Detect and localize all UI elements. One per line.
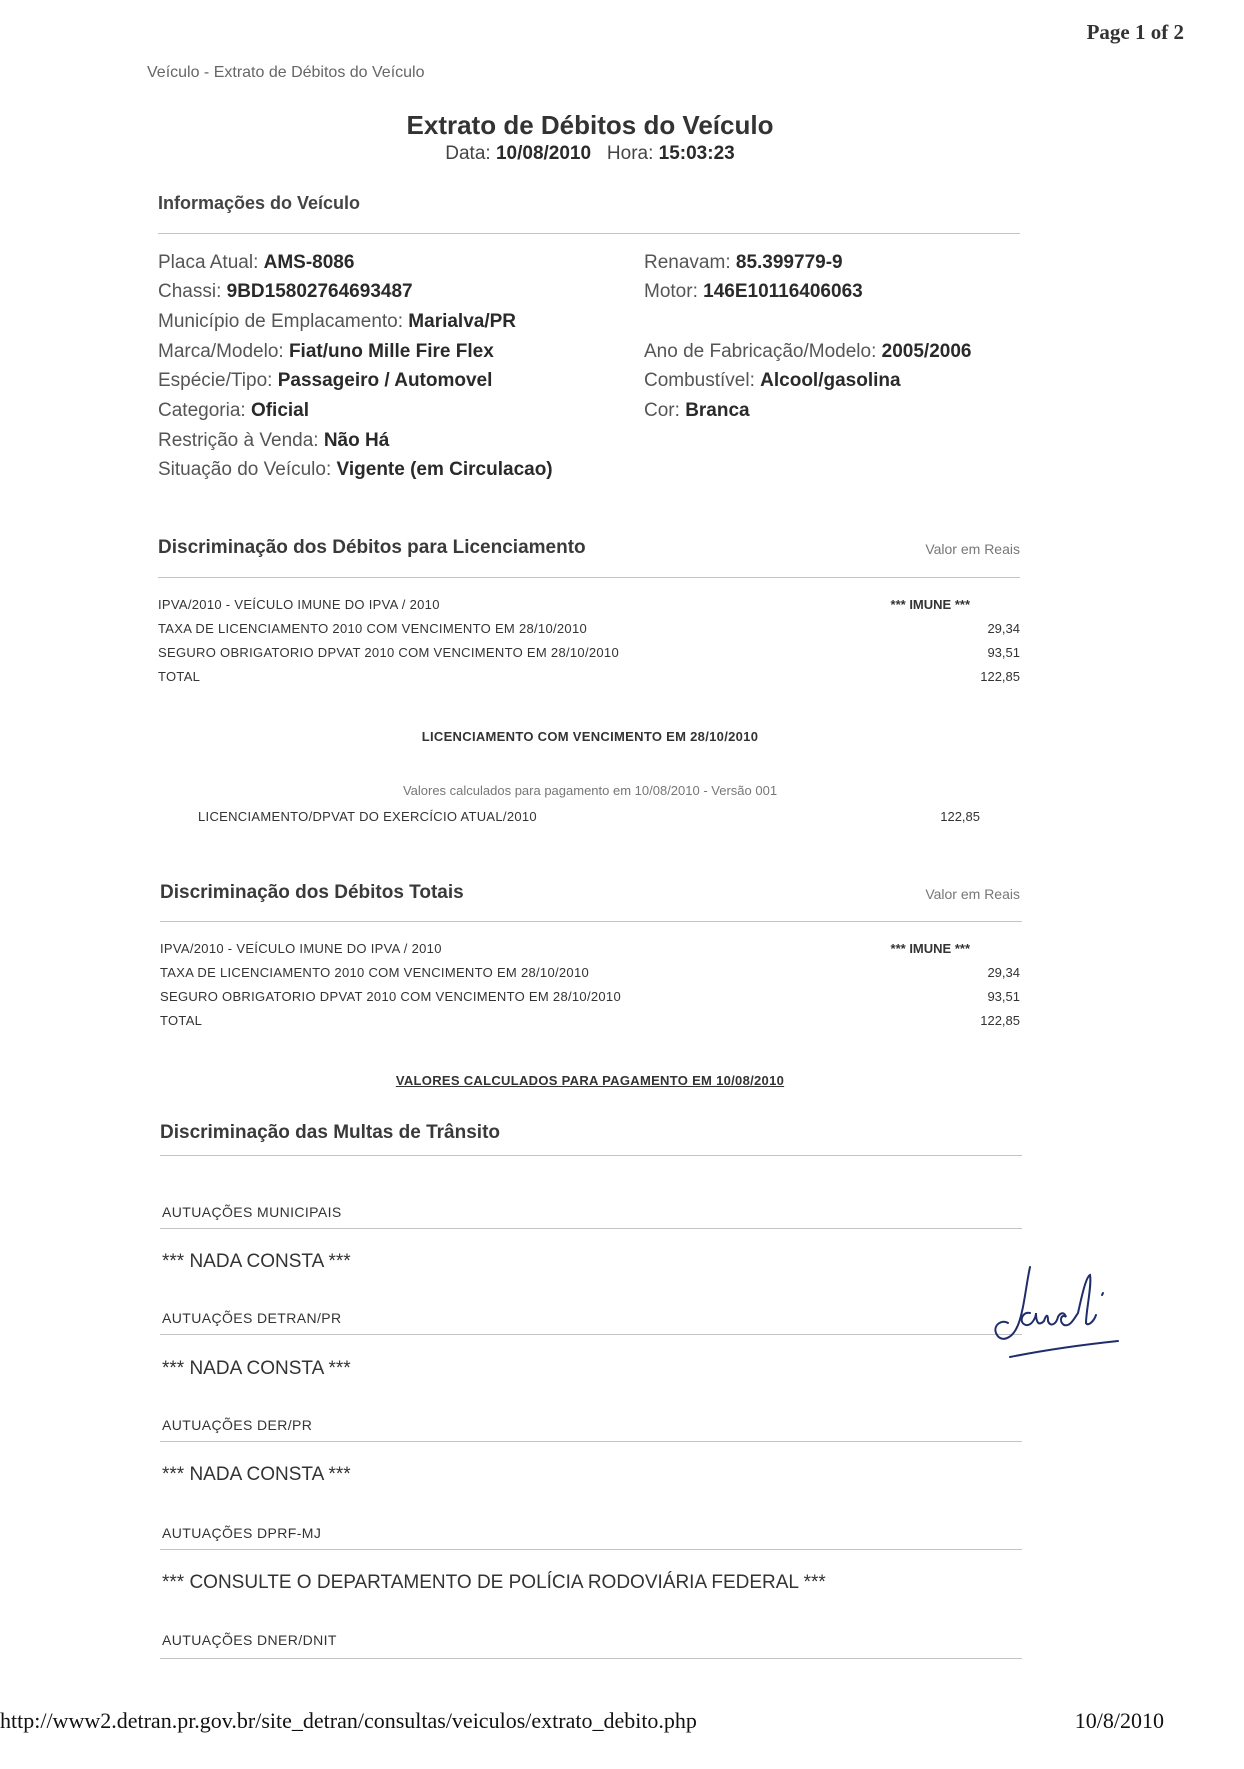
exercicio-value: 122,85 bbox=[940, 809, 980, 824]
licenciamento-calc-note: Valores calculados para pagamento em 10/08/2010 - Versão 001 bbox=[402, 783, 778, 798]
handwritten-signature bbox=[990, 1255, 1130, 1375]
field-value: Marialva/PR bbox=[408, 311, 517, 332]
totais-row-value: 29,34 bbox=[987, 965, 1020, 980]
licenciamento-row-value bbox=[840, 597, 970, 612]
field-value: Oficial bbox=[250, 400, 310, 421]
field-label: Situação do Veículo: bbox=[158, 459, 332, 480]
field-value: Passageiro / Automovel bbox=[277, 370, 493, 391]
divider bbox=[158, 233, 1020, 234]
vehicle-field-especie-tipo bbox=[158, 370, 492, 392]
autuacoes-detran-result: *** NADA CONSTA *** bbox=[162, 1358, 351, 1379]
totais-row-value: 93,51 bbox=[987, 989, 1020, 1004]
divider bbox=[160, 1334, 1022, 1335]
autuacoes-der-result: *** NADA CONSTA *** bbox=[162, 1464, 351, 1485]
licenciamento-vencimento-note: LICENCIAMENTO COM VENCIMENTO EM 28/10/2010 bbox=[421, 729, 759, 744]
vehicle-field-ano bbox=[644, 341, 971, 363]
vehicle-field-marca-modelo bbox=[158, 341, 494, 363]
footer-date: 10/8/2010 bbox=[1074, 1708, 1164, 1733]
time-value: 15:03:23 bbox=[658, 143, 735, 164]
valor-em-reais-label: Valor em Reais bbox=[925, 541, 1020, 557]
field-value: AMS-8086 bbox=[263, 252, 355, 273]
field-label: Combustível: bbox=[644, 370, 755, 391]
vehicle-field-categoria bbox=[158, 400, 309, 422]
field-value: Alcool/gasolina bbox=[760, 370, 901, 391]
field-value: 85.399779-9 bbox=[735, 252, 843, 273]
vehicle-field-cor bbox=[644, 400, 750, 422]
multas-title: Discriminação das Multas de Trânsito bbox=[160, 1122, 500, 1143]
totais-row-desc: TOTAL bbox=[160, 1013, 203, 1028]
vehicle-info-title: Informações do Veículo bbox=[158, 193, 361, 213]
divider bbox=[160, 1228, 1022, 1229]
date-label: Data: bbox=[445, 143, 491, 164]
field-label: Cor: bbox=[644, 400, 680, 421]
field-value: Não Há bbox=[323, 430, 390, 451]
field-value: Vigente (em Circulacao) bbox=[336, 459, 553, 480]
autuacoes-dnit-head: AUTUAÇÕES DNER/DNIT bbox=[162, 1632, 337, 1648]
divider bbox=[160, 1441, 1022, 1442]
divider bbox=[160, 921, 1022, 922]
date-value: 10/08/2010 bbox=[495, 143, 592, 164]
vehicle-field-restricao bbox=[158, 430, 389, 452]
vehicle-field-motor bbox=[644, 281, 863, 303]
totais-row-desc: IPVA/2010 - VEÍCULO IMUNE DO IPVA / 2010 bbox=[160, 941, 442, 956]
field-label: Chassi: bbox=[158, 281, 222, 302]
vehicle-field-combustivel bbox=[644, 370, 901, 392]
vehicle-field-placa bbox=[158, 252, 354, 274]
valor-em-reais-label: Valor em Reais bbox=[925, 886, 1020, 902]
field-label: Motor: bbox=[644, 281, 698, 302]
field-label: Placa Atual: bbox=[158, 252, 259, 273]
totais-row-desc: TAXA DE LICENCIAMENTO 2010 COM VENCIMENTO EM 28/10/2010 bbox=[160, 965, 590, 980]
field-value: 146E10116406063 bbox=[703, 281, 863, 302]
autuacoes-dprf-result: *** CONSULTE O DEPARTAMENTO DE POLÍCIA RODOVIÁRIA FEDERAL *** bbox=[162, 1572, 826, 1593]
footer-url: http://www2.detran.pr.gov.br/site_detran/consultas/veiculos/extrato_debito.php bbox=[0, 1708, 697, 1733]
licenciamento-row-value: 29,34 bbox=[987, 621, 1020, 636]
totais-calc-note: VALORES CALCULADOS PARA PAGAMENTO EM 10/08/2010 bbox=[395, 1073, 785, 1088]
vehicle-field-situacao bbox=[158, 459, 553, 481]
autuacoes-municipais-result: *** NADA CONSTA *** bbox=[162, 1251, 351, 1272]
licenciamento-row-desc: TAXA DE LICENCIAMENTO 2010 COM VENCIMENTO EM 28/10/2010 bbox=[158, 621, 588, 636]
autuacoes-municipais-head: AUTUAÇÕES MUNICIPAIS bbox=[162, 1204, 342, 1220]
time-label: Hora: bbox=[606, 143, 654, 164]
autuacoes-dprf-head: AUTUAÇÕES DPRF-MJ bbox=[162, 1525, 322, 1541]
licenciamento-row-desc: TOTAL bbox=[158, 669, 201, 684]
licenciamento-row-desc: IPVA/2010 - VEÍCULO IMUNE DO IPVA / 2010 bbox=[158, 597, 440, 612]
field-value: 2005/2006 bbox=[881, 341, 972, 362]
vehicle-field-municipio bbox=[158, 311, 516, 333]
field-label: Renavam: bbox=[644, 252, 731, 273]
divider bbox=[160, 1549, 1022, 1550]
vehicle-field-chassi bbox=[158, 281, 413, 303]
totais-row-value: 122,85 bbox=[980, 1013, 1020, 1028]
page-indicator: Page 1 of 2 bbox=[1086, 20, 1184, 44]
licenciamento-row-value: 122,85 bbox=[980, 669, 1020, 684]
totais-title: Discriminação dos Débitos Totais bbox=[160, 882, 464, 903]
field-label: Espécie/Tipo: bbox=[158, 370, 273, 391]
field-label: Ano de Fabricação/Modelo: bbox=[644, 341, 877, 362]
print-header: Veículo - Extrato de Débitos do Veículo bbox=[147, 64, 425, 81]
autuacoes-detran-head: AUTUAÇÕES DETRAN/PR bbox=[162, 1310, 342, 1326]
licenciamento-title: Discriminação dos Débitos para Licenciamento bbox=[158, 537, 586, 558]
divider bbox=[160, 1155, 1022, 1156]
field-label: Município de Emplacamento: bbox=[158, 311, 404, 332]
exercicio-desc: LICENCIAMENTO/DPVAT DO EXERCÍCIO ATUAL/2010 bbox=[198, 809, 537, 824]
licenciamento-row-desc: SEGURO OBRIGATORIO DPVAT 2010 COM VENCIMENTO EM 28/10/2010 bbox=[158, 645, 619, 660]
autuacoes-der-head: AUTUAÇÕES DER/PR bbox=[162, 1417, 313, 1433]
totais-row-desc: SEGURO OBRIGATORIO DPVAT 2010 COM VENCIMENTO EM 28/10/2010 bbox=[160, 989, 621, 1004]
field-label: Categoria: bbox=[158, 400, 246, 421]
divider bbox=[158, 577, 1020, 578]
row-value-bold: *** IMUNE *** bbox=[890, 597, 970, 612]
licenciamento-row-value: 93,51 bbox=[987, 645, 1020, 660]
field-label: Marca/Modelo: bbox=[158, 341, 284, 362]
field-value: 9BD15802764693487 bbox=[226, 281, 413, 302]
field-label: Restrição à Venda: bbox=[158, 430, 319, 451]
field-value: Branca bbox=[685, 400, 750, 421]
divider bbox=[160, 1658, 1022, 1659]
row-value-bold: *** IMUNE *** bbox=[890, 941, 970, 956]
field-value: Fiat/uno Mille Fire Flex bbox=[288, 341, 494, 362]
totais-row-value bbox=[840, 941, 970, 956]
vehicle-field-renavam bbox=[644, 252, 843, 274]
page-title: Extrato de Débitos do Veículo bbox=[406, 110, 774, 140]
date-time-line bbox=[0, 143, 1180, 165]
